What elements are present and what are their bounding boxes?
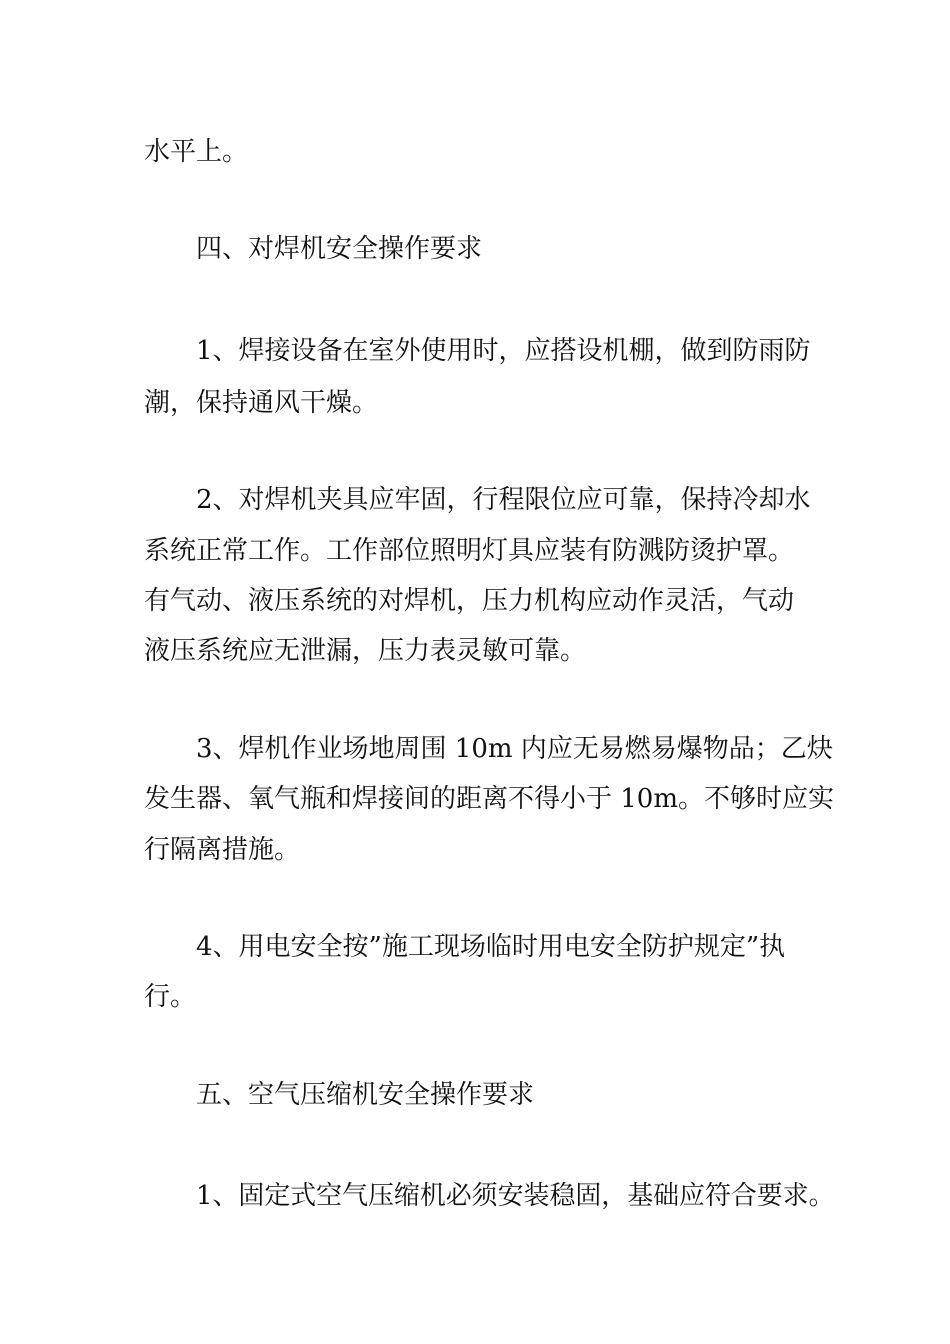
text-line: 有气动、液压系统的对焊机，压力机构应动作灵活，气动 — [144, 586, 795, 616]
text-line: 1、固定式空气压缩机必须安装稳固，基础应符合要求。 — [196, 1181, 835, 1211]
text-line: 行隔离措施。 — [144, 835, 301, 865]
text-line: 液压系统应无泄漏，压力表灵敏可靠。 — [144, 636, 587, 666]
text-line: 4、用电安全按”施工现场临时用电安全防护规定”执 — [196, 932, 786, 962]
text-line: 发生器、氧气瓶和焊接间的距离不得小于 10m。不够时应实 — [144, 784, 835, 814]
text-line: 潮，保持通风干燥。 — [144, 388, 379, 418]
text-line: 1、焊接设备在室外使用时，应搭设机棚，做到防雨防 — [196, 336, 811, 366]
heading-text: 四、对焊机安全操作要求 — [196, 234, 483, 264]
text-line: 系统正常工作。工作部位照明灯具应装有防溅防烫护罩。 — [144, 536, 795, 566]
text-line: 2、对焊机夹具应牢固，行程限位应可靠，保持冷却水 — [196, 485, 811, 515]
text-line: 行。 — [144, 982, 197, 1012]
text-line: 水平上。 — [144, 137, 249, 167]
text-line: 3、焊机作业场地周围 10m 内应无易燃易爆物品；乙炔 — [196, 734, 833, 764]
heading-text: 五、空气压缩机安全操作要求 — [196, 1080, 535, 1110]
